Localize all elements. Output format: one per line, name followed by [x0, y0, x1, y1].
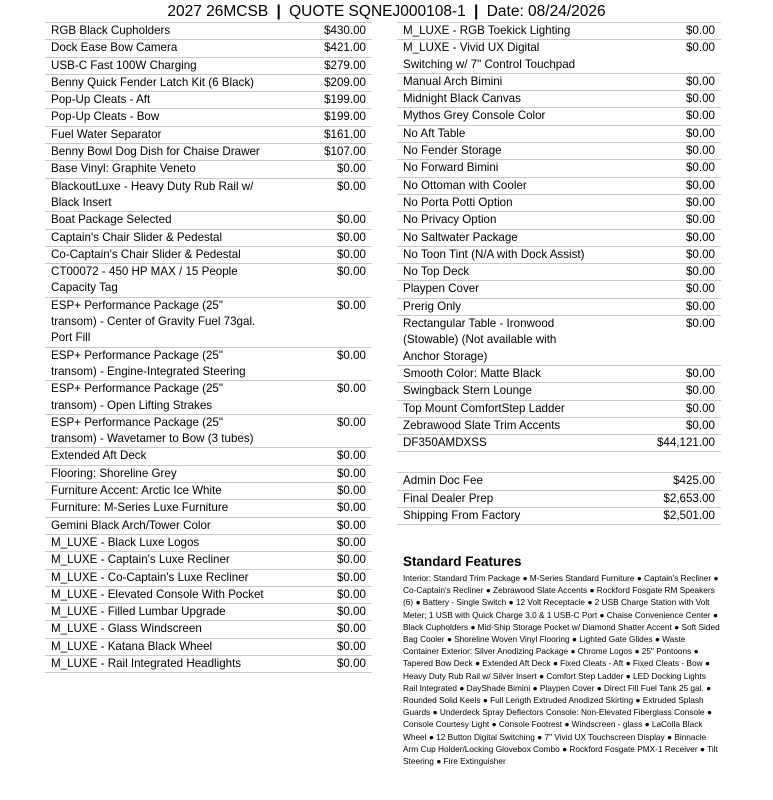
item-name: RGB Black Cupholders — [51, 24, 171, 37]
item-name: Benny Quick Fender Latch Kit (6 Black) — [51, 75, 254, 89]
option-row — [45, 483, 372, 500]
item-name: M_LUXE - RGB Toekick Lighting — [403, 24, 571, 37]
quote-date: Date: 08/24/2026 — [486, 3, 606, 20]
item-name: Captain's Chair Slider & Pedestal — [51, 230, 223, 244]
item-name: M_LUXE - Elevated Console With Pocket — [51, 587, 264, 601]
item-name: Mythos Grey Console Color — [403, 109, 546, 123]
option-row — [45, 297, 372, 347]
item-price: $0.00 — [685, 317, 715, 331]
option-row — [45, 448, 372, 465]
item-name: Smooth Color: Matte Black — [403, 366, 541, 380]
option-row — [45, 517, 372, 534]
item-price: $0.00 — [685, 41, 715, 55]
option-row — [45, 655, 372, 672]
item-price: $2,501.00 — [663, 509, 715, 523]
item-name: Gemini Black Arch/Tower Color — [51, 518, 211, 532]
item-price: $425.00 — [673, 474, 715, 488]
item-name: Boat Package Selected — [51, 213, 172, 227]
option-row — [397, 246, 721, 263]
item-name: Pop-Up Cleats - Aft — [51, 93, 151, 107]
item-price: $209.00 — [324, 75, 366, 89]
option-row — [45, 229, 372, 246]
item-name: ESP+ Performance Package (25" transom) - Engine-Integrated Steering — [51, 348, 246, 378]
option-row — [45, 414, 372, 448]
item-name: Final Dealer Prep — [403, 491, 494, 505]
option-row — [45, 178, 372, 212]
item-name: No Porta Potti Option — [403, 195, 513, 209]
header-separator: | — [474, 3, 479, 20]
item-name: M_LUXE - Katana Black Wheel — [51, 639, 213, 653]
item-name: Benny Bowl Dog Dish for Chaise Drawer — [51, 145, 260, 159]
item-price: $0.00 — [685, 418, 715, 432]
option-row — [45, 161, 372, 178]
item-name: Rectangular Table - Ironwood (Stowable) (Not available with Anchor Storage) — [403, 317, 557, 363]
item-name: Swingback Stern Lounge — [403, 384, 532, 398]
fees-table — [397, 472, 721, 525]
item-price: $0.00 — [336, 535, 366, 549]
options-left-column — [45, 22, 372, 673]
item-price: $2,653.00 — [663, 491, 715, 505]
option-row — [45, 621, 372, 638]
option-row — [45, 212, 372, 229]
option-row — [45, 569, 372, 586]
item-name: Fuel Water Separator — [51, 127, 162, 141]
option-row — [397, 435, 721, 452]
item-name: Prerig Only — [403, 299, 461, 313]
option-row — [397, 73, 721, 90]
item-name: Pop-Up Cleats - Bow — [51, 110, 160, 124]
options-right-column — [397, 22, 721, 525]
model-title: 2027 26MCSB — [167, 3, 269, 20]
item-name: No Top Deck — [403, 265, 470, 279]
item-name: Co-Captain's Chair Slider & Pedestal — [51, 247, 241, 261]
option-row — [45, 246, 372, 263]
item-price: $0.00 — [336, 162, 366, 176]
item-name: Flooring: Shoreline Grey — [51, 466, 177, 480]
item-price: $0.00 — [336, 466, 366, 480]
option-row — [397, 143, 721, 160]
item-price: $430.00 — [324, 24, 366, 37]
item-name: M_LUXE - Glass Windscreen — [51, 622, 202, 636]
fee-row — [397, 473, 721, 490]
item-price: $0.00 — [336, 230, 366, 244]
item-price: $0.00 — [336, 622, 366, 636]
item-name: Base Vinyl: Graphite Veneto — [51, 162, 196, 176]
item-price: $0.00 — [336, 415, 366, 429]
option-row — [45, 109, 372, 126]
option-row — [45, 126, 372, 143]
quote-number: QUOTE SQNEJ000108-1 — [289, 3, 466, 20]
item-price: $0.00 — [685, 195, 715, 209]
item-name: Midnight Black Canvas — [403, 92, 521, 106]
item-name: ESP+ Performance Package (25" transom) - Open Lifting Strakes — [51, 382, 223, 412]
item-name: No Toon Tint (N/A with Dock Assist) — [403, 247, 585, 261]
item-price: $0.00 — [336, 484, 366, 498]
option-row — [397, 125, 721, 142]
item-price: $0.00 — [685, 265, 715, 279]
item-price: $199.00 — [324, 110, 366, 124]
option-row — [45, 604, 372, 621]
options-table-right — [397, 22, 721, 452]
option-row — [397, 417, 721, 434]
item-name: Dock Ease Bow Camera — [51, 41, 178, 55]
item-name: No Privacy Option — [403, 213, 497, 227]
options-table-left — [45, 22, 372, 673]
item-price: $0.00 — [336, 656, 366, 670]
option-row — [45, 57, 372, 74]
item-name: Playpen Cover — [403, 282, 480, 296]
standard-features-title: Standard Features — [403, 554, 522, 569]
option-row — [397, 264, 721, 281]
option-row — [45, 552, 372, 569]
option-row — [397, 383, 721, 400]
item-price: $0.00 — [336, 247, 366, 261]
option-row — [45, 638, 372, 655]
option-row — [45, 347, 372, 381]
item-price: $0.00 — [336, 179, 366, 193]
item-price: $0.00 — [336, 605, 366, 619]
item-price: $0.00 — [336, 298, 366, 312]
item-price: $0.00 — [685, 74, 715, 88]
item-name: ESP+ Performance Package (25" transom) - Center of Gravity Fuel 73gal. Port Fill — [51, 298, 256, 345]
item-price: $0.00 — [336, 553, 366, 567]
item-price: $279.00 — [324, 58, 366, 72]
option-row — [397, 23, 721, 40]
item-name: BlackoutLuxe - Heavy Duty Rub Rail w/ Black Insert — [51, 179, 254, 209]
item-price: $0.00 — [336, 639, 366, 653]
item-name: M_LUXE - Co-Captain's Luxe Recliner — [51, 570, 249, 584]
option-row — [397, 194, 721, 211]
item-price: $0.00 — [336, 501, 366, 515]
option-row — [397, 91, 721, 108]
item-name: Extended Aft Deck — [51, 449, 147, 463]
item-price: $0.00 — [685, 24, 715, 37]
item-price: $0.00 — [685, 366, 715, 380]
item-price: $0.00 — [336, 518, 366, 532]
option-row — [397, 365, 721, 382]
item-price: $161.00 — [324, 127, 366, 141]
item-name: Top Mount ComfortStep Ladder — [403, 401, 565, 415]
item-price: $107.00 — [324, 145, 366, 159]
option-row — [397, 160, 721, 177]
item-price: $0.00 — [685, 161, 715, 175]
item-name: Manual Arch Bimini — [403, 74, 503, 88]
option-row — [45, 586, 372, 603]
item-price: $0.00 — [336, 449, 366, 463]
item-price: $0.00 — [336, 382, 366, 396]
option-row — [397, 108, 721, 125]
option-row — [397, 298, 721, 315]
item-name: Shipping From Factory — [403, 509, 521, 523]
option-row — [45, 74, 372, 91]
option-row — [397, 177, 721, 194]
option-row — [45, 40, 372, 57]
item-name: M_LUXE - Rail Integrated Headlights — [51, 656, 242, 670]
standard-features — [397, 553, 721, 767]
fee-row — [397, 490, 721, 507]
item-price: $0.00 — [685, 299, 715, 313]
header-separator: | — [276, 3, 281, 20]
option-row — [45, 534, 372, 551]
item-name: No Aft Table — [403, 126, 466, 140]
option-row — [397, 212, 721, 229]
option-row — [397, 229, 721, 246]
item-price: $0.00 — [336, 587, 366, 601]
quote-header — [0, 2, 773, 22]
item-name: Admin Doc Fee — [403, 474, 483, 488]
item-name: No Ottoman with Cooler — [403, 178, 527, 192]
item-name: M_LUXE - Vivid UX Digital Switching w/ 7" Control Touchpad — [403, 41, 576, 71]
option-row — [45, 23, 372, 40]
option-row — [397, 281, 721, 298]
item-price: $44,121.00 — [656, 436, 715, 450]
item-name: No Saltwater Package — [403, 230, 518, 244]
item-price: $0.00 — [685, 178, 715, 192]
option-row — [45, 92, 372, 109]
item-price: $0.00 — [336, 265, 366, 279]
item-name: M_LUXE - Captain's Luxe Recliner — [51, 553, 230, 567]
option-row — [397, 40, 721, 74]
item-price: $0.00 — [336, 570, 366, 584]
item-price: $0.00 — [336, 213, 366, 227]
fee-row — [397, 508, 721, 525]
item-name: Zebrawood Slate Trim Accents — [403, 418, 561, 432]
item-name: No Forward Bimini — [403, 161, 499, 175]
item-price: $0.00 — [685, 282, 715, 296]
item-price: $0.00 — [685, 213, 715, 227]
item-name: ESP+ Performance Package (25" transom) - Wavetamer to Bow (3 tubes) — [51, 415, 254, 446]
item-name: No Fender Storage — [403, 144, 502, 158]
item-name: M_LUXE - Black Luxe Logos — [51, 535, 200, 549]
option-row — [397, 400, 721, 417]
item-price: $421.00 — [324, 41, 366, 55]
option-row — [45, 381, 372, 415]
option-row — [45, 500, 372, 517]
option-row — [397, 316, 721, 366]
item-price: $199.00 — [324, 93, 366, 107]
item-price: $0.00 — [685, 401, 715, 415]
item-name: CT00072 - 450 HP MAX / 15 People Capacity Tag — [51, 265, 238, 295]
item-price: $0.00 — [336, 348, 366, 362]
item-price: $0.00 — [685, 144, 715, 158]
item-name: Furniture Accent: Arctic Ice White — [51, 484, 222, 498]
item-price: $0.00 — [685, 247, 715, 261]
option-row — [45, 465, 372, 482]
item-price: $0.00 — [685, 126, 715, 140]
item-name: USB-C Fast 100W Charging — [51, 58, 197, 72]
standard-features-text: Interior: Standard Trim Package ● M-Series Standard Furniture ● Captain's Recliner ● Co-Captain's Recliner ● Zebrawood Slate Accents ● Rockford Fosgate RM Speakers (6) ● Battery - Single Switch ● 12 Volt Receptacle ● 2 USB Charge Station with Volt Meter; 1 USB with Quick Charge 3.0 & 1 USB-C Port ● Chaise Convenience Center ● Black Cupholders ● Mid-Ship Storage Pocket w/ Diamond Shatter Accent ● Soft Sided Bag Cooler ● Shoreline Woven Vinyl Flooring ● Lighted Gate Glides ● Waste Container Exterior: Silver Anodizing Package ● Chrome Logos ● 25" Pontoons ● Tapered Bow Deck ● Extended Aft Deck ● Fixed Cleats - Aft ● Fixed Cleats - Bow ● Heavy Duty Rub Rail w/ Silver Insert ● Comfort Step Ladder ● LED Docking Lights Rail Integrated ● DayShade Bimini ● Playpen Cover ● Direct Fill Fuel Tank 25 gal. ● Rounded Solid Keels ● Full Length Extruded Anodized Skirting ● Extruded Splash Guards ● Underdeck Spray Deflectors Console: Non-Elevated Fiberglass Console ● Console Courtesy Light ● Console Footrest ● Windscreen - glass ● LaColla Black Wheel ● 12 Button Digital Switching ● 7" Vivid UX Touchscreen Display ● Binnacle Arm Cup Holder/Locking Glovebox Combo ● Rockford Fosgate PMX-1 Receiver ● Tilt Steering ● Fire Extinguisher — [403, 573, 720, 767]
option-row — [45, 264, 372, 298]
item-name: Furniture: M-Series Luxe Furniture — [51, 501, 229, 515]
item-price: $0.00 — [685, 92, 715, 106]
item-price: $0.00 — [685, 384, 715, 398]
option-row — [45, 144, 372, 161]
item-price: $0.00 — [685, 230, 715, 244]
item-name: M_LUXE - Filled Lumbar Upgrade — [51, 605, 226, 619]
item-price: $0.00 — [685, 109, 715, 123]
item-name: DF350AMDXSS — [403, 436, 487, 450]
